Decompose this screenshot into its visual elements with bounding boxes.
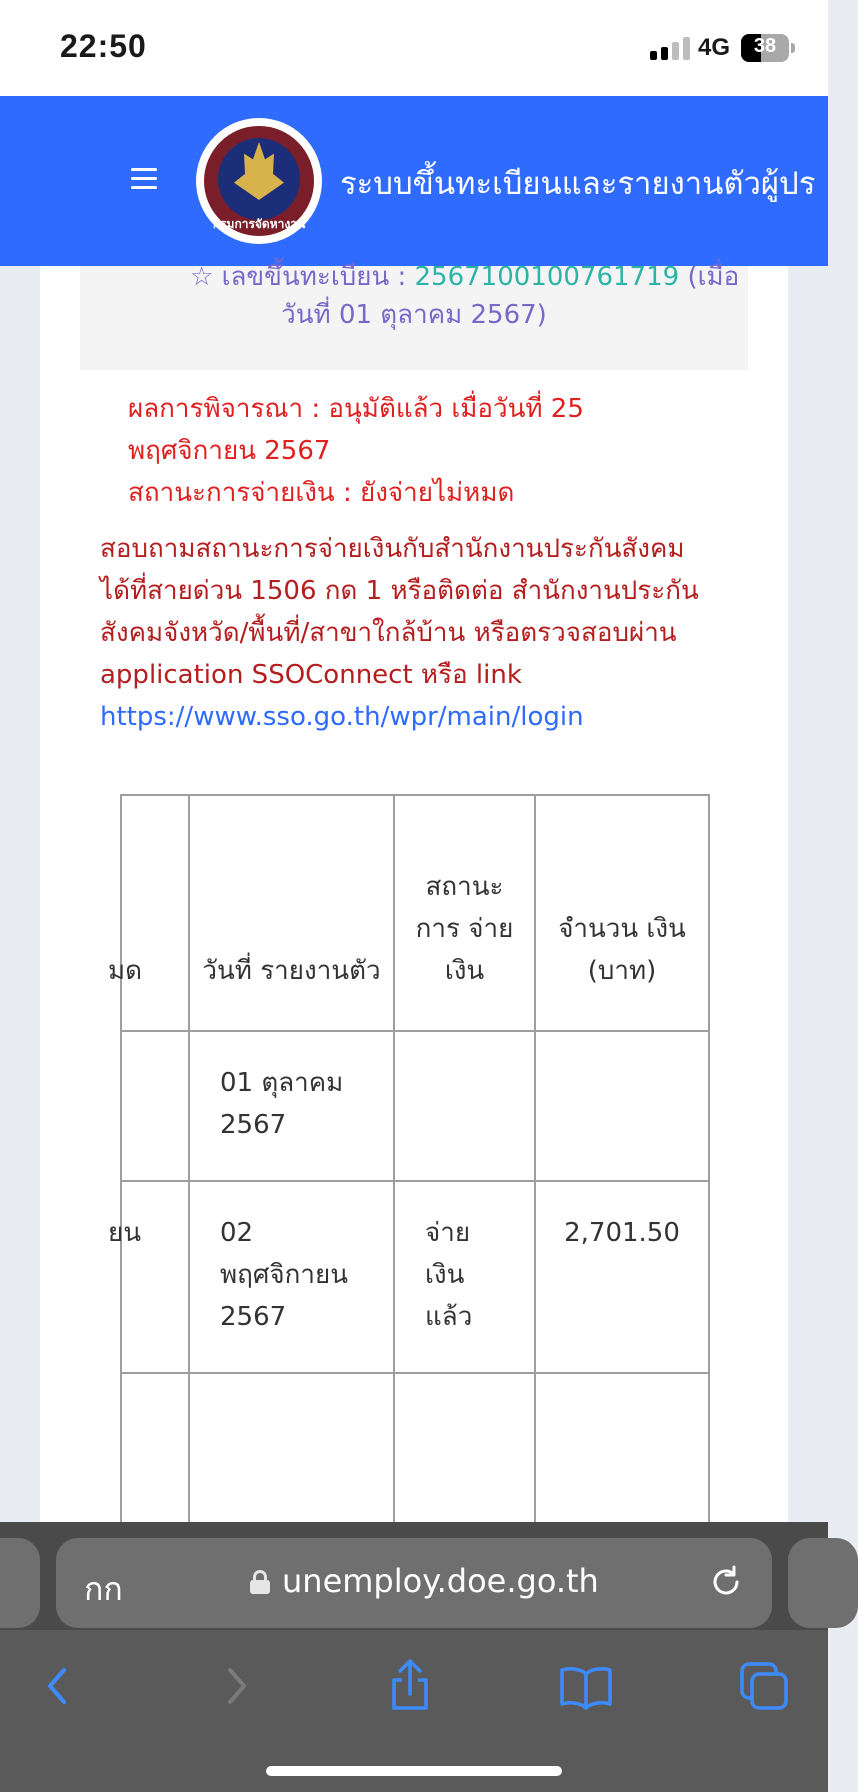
registration-box bbox=[80, 262, 748, 370]
registration-number: 2567100100761719 bbox=[414, 262, 680, 292]
contact-line-1: สอบถามสถานะการจ่ายเงินกับสำนักงานประกันสังคม bbox=[100, 534, 685, 564]
next-tab-preview[interactable] bbox=[788, 1538, 858, 1628]
table-cell bbox=[535, 1031, 709, 1181]
browser-address-area bbox=[0, 1522, 828, 1630]
table-cell bbox=[121, 1031, 189, 1181]
site-title: ระบบขึ้นทะเบียนและรายงานตัวผู้ปร bbox=[340, 166, 816, 202]
table-cell bbox=[394, 1031, 535, 1181]
registration-suffix: (เมื่อ bbox=[679, 262, 740, 292]
status-bar bbox=[0, 0, 828, 96]
battery-tip bbox=[791, 43, 795, 53]
tabs-icon[interactable] bbox=[734, 1656, 794, 1716]
previous-tab-preview[interactable] bbox=[0, 1538, 40, 1628]
cellular-signal-icon bbox=[650, 36, 690, 60]
network-type: 4G bbox=[698, 34, 731, 61]
battery-level: 38 bbox=[753, 35, 777, 57]
reload-icon[interactable] bbox=[708, 1564, 744, 1600]
table-cell bbox=[189, 1373, 394, 1523]
chevron-right-icon[interactable] bbox=[206, 1656, 266, 1716]
table-header-cell: จำนวน เงิน (บาท) bbox=[535, 795, 709, 1031]
table-cell bbox=[121, 1373, 189, 1523]
contact-info bbox=[100, 528, 760, 738]
result-date: พฤศจิกายน 2567 bbox=[128, 436, 331, 466]
table-header-cell: วันที่ รายงานตัว bbox=[189, 795, 394, 1031]
registration-number-line bbox=[190, 256, 750, 297]
sso-login-link[interactable]: https://www.sso.go.th/wpr/main/login bbox=[100, 702, 584, 732]
site-header bbox=[0, 96, 828, 266]
status-time: 22:50 bbox=[60, 28, 147, 64]
table-header-cell: มด bbox=[121, 795, 189, 1031]
menu-icon[interactable] bbox=[131, 168, 157, 190]
address-bar[interactable] bbox=[56, 1538, 772, 1628]
department-logo[interactable] bbox=[196, 118, 322, 244]
table-header-row bbox=[121, 795, 709, 1031]
home-indicator bbox=[266, 1766, 562, 1776]
logo-text: กรมการจัดหางาน bbox=[212, 217, 306, 231]
consideration-result bbox=[128, 388, 648, 514]
url-text[interactable]: unemploy.doe.go.th bbox=[282, 1562, 599, 1600]
payment-status: สถานะการจ่ายเงิน : ยังจ่ายไม่หมด bbox=[128, 478, 515, 508]
chevron-left-icon[interactable] bbox=[28, 1656, 88, 1716]
result-approved: ผลการพิจารณา : อนุมัติแล้ว เมื่อวันที่ 25 bbox=[128, 394, 584, 424]
battery-icon bbox=[741, 34, 789, 62]
table-header-cell: สถานะ การ จ่าย เงิน bbox=[394, 795, 535, 1031]
contact-line-4: application SSOConnect หรือ link bbox=[100, 660, 522, 690]
share-icon[interactable] bbox=[380, 1656, 440, 1716]
contact-line-3: สังคมจังหวัด/พื้นที่/สาขาใกล้บ้าน หรือตรวจสอบผ่าน bbox=[100, 618, 677, 648]
table-cell: 01 ตุลาคม 2567 bbox=[189, 1031, 394, 1181]
registration-date: วันที่ 01 ตุลาคม 2567) bbox=[281, 300, 547, 330]
page-settings-button[interactable]: กก bbox=[84, 1570, 123, 1608]
browser-toolbar bbox=[0, 1630, 828, 1792]
book-icon[interactable] bbox=[556, 1656, 616, 1716]
table-cell: 2,701.50 bbox=[535, 1181, 709, 1373]
table-cell: 02 พฤศจิกายน 2567 bbox=[189, 1181, 394, 1373]
table-row bbox=[121, 1031, 709, 1181]
table-cell bbox=[394, 1373, 535, 1523]
table-cell: ยน bbox=[121, 1181, 189, 1373]
table-cell: จ่าย เงิน แล้ว bbox=[394, 1181, 535, 1373]
table-cell bbox=[535, 1373, 709, 1523]
report-table bbox=[108, 794, 710, 1524]
registration-label: ☆ เลขขึ้นทะเบียน : bbox=[190, 262, 415, 292]
table-row bbox=[121, 1181, 709, 1373]
page-content bbox=[40, 262, 788, 1522]
lock-icon bbox=[250, 1570, 270, 1594]
table-row bbox=[121, 1373, 709, 1523]
contact-line-2: ได้ที่สายด่วน 1506 กด 1 หรือติดต่อ สำนักงานประกัน bbox=[100, 576, 699, 606]
